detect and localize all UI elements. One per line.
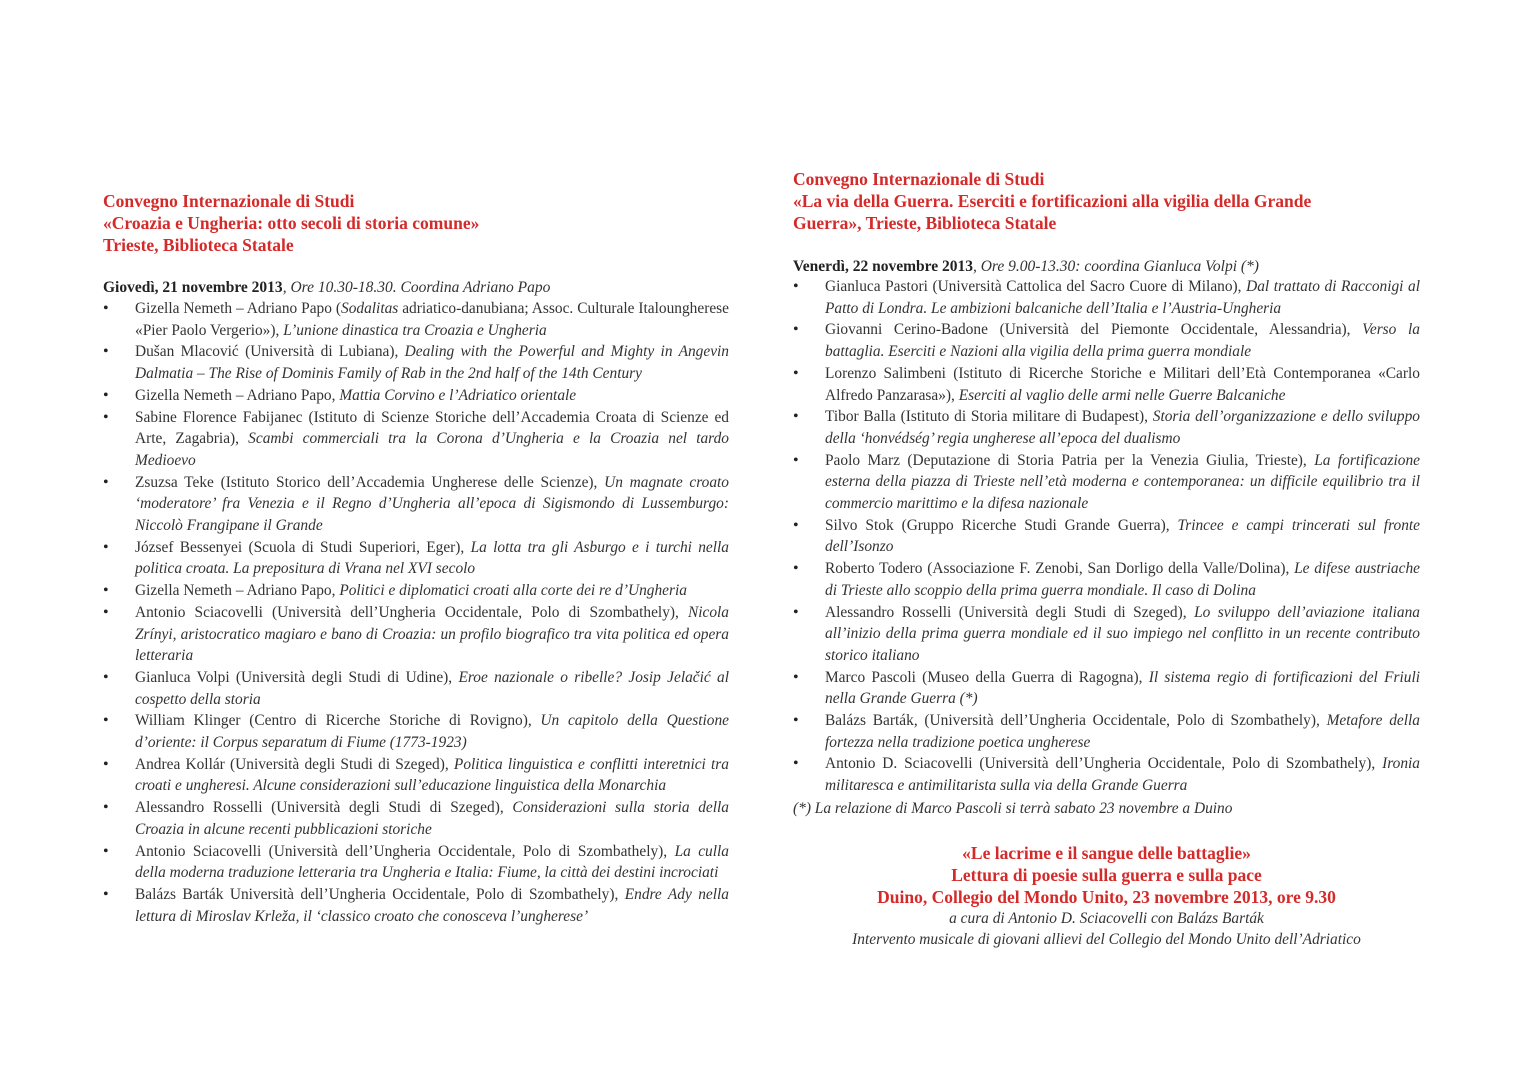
bullet: • bbox=[103, 473, 109, 491]
talk-author: Roberto Todero (Associazione F. Zenobi, San Dorligo della Valle/Dolina), bbox=[825, 560, 1295, 578]
bullet: • bbox=[793, 278, 799, 295]
bullet: • bbox=[103, 885, 109, 903]
bullet: • bbox=[103, 300, 109, 317]
session-time: , Ore 10.30-18.30. Coordina Adriano Papo bbox=[282, 279, 551, 296]
talk-item bbox=[103, 385, 729, 407]
talk-item bbox=[793, 406, 1420, 449]
talk-item bbox=[103, 667, 729, 710]
bullet: • bbox=[103, 408, 109, 426]
event-line: «Le lacrime e il sangue delle battaglie» bbox=[962, 843, 1251, 863]
talk-item bbox=[793, 363, 1420, 406]
talk-author: Alessandro Rosselli (Università degli Studi di Szeged), bbox=[825, 603, 1195, 621]
talk-title: Dal trattato di Racconigi al Patto di Londra. Le ambizioni balcaniche dell’Italia e l’Austria-Ungheria bbox=[825, 278, 1420, 317]
talk-item bbox=[793, 450, 1420, 515]
talk-item bbox=[793, 276, 1420, 319]
left-session-line bbox=[103, 277, 729, 298]
event-credit: a cura di Antonio D. Sciacovelli con Balázs Barták bbox=[949, 910, 1264, 927]
right-session-line bbox=[793, 256, 1420, 277]
talk-author: Antonio Sciacovelli (Università dell’Ungheria Occidentale, Polo di Szombathely), bbox=[135, 842, 675, 860]
bullet: • bbox=[793, 364, 799, 382]
bullet: • bbox=[103, 343, 109, 361]
talk-item bbox=[103, 841, 729, 884]
session-time: , Ore 9.00-13.30: coordina Gianluca Volpi (*) bbox=[972, 258, 1259, 275]
heading-line: Convegno Internazionale di Studi bbox=[793, 169, 1045, 189]
talk-title: Un capitolo della Questione d’oriente: il Corpus separatum di Fiume (1773-1923) bbox=[135, 712, 729, 752]
talk-author: Paolo Marz (Deputazione di Storia Patria per la Venezia Giulia, Trieste), bbox=[825, 451, 1315, 469]
left-talk-list bbox=[103, 298, 729, 927]
talk-author: Antonio D. Sciacovelli (Università dell’Ungheria Occidentale, Polo di Szombathely), bbox=[825, 755, 1383, 773]
talk-title: L’unione dinastica tra Croazia e Ungheria bbox=[283, 321, 547, 339]
talk-author: Marco Pascoli (Museo della Guerra di Ragogna), bbox=[825, 668, 1149, 686]
bullet: • bbox=[793, 712, 799, 730]
bullet: • bbox=[793, 451, 799, 469]
talk-title: Eserciti al vaglio delle armi nelle Guerre Balcaniche bbox=[958, 386, 1286, 404]
talk-title: Lo sviluppo dell’aviazione italiana all’inizio della prima guerra mondiale ed il suo impiego nel conflitto in un recente contributo storico italiano bbox=[825, 603, 1420, 664]
talk-author: Balázs Barták Università dell’Ungheria Occidentale, Polo di Szombathely), bbox=[135, 885, 625, 903]
talk-title: Politica linguistica e conflitti interetnici tra croati e ungheresi. Alcune considerazioni sull’educazione linguistica della Monarchia bbox=[135, 755, 729, 795]
heading-line: Convegno Internazionale di Studi bbox=[103, 191, 355, 211]
talk-item bbox=[103, 754, 729, 797]
talk-author: Andrea Kollár (Università degli Studi di Szeged), bbox=[135, 755, 454, 773]
bullet: • bbox=[793, 668, 799, 686]
talk-title: Trincee e campi trincerati sul fronte dell’Isonzo bbox=[825, 516, 1420, 556]
talk-title: Mattia Corvino e l’Adriatico orientale bbox=[339, 386, 577, 404]
bullet: • bbox=[793, 603, 799, 621]
bullet: • bbox=[103, 712, 109, 730]
talk-title: Scambi commerciali tra la Corona d’Ungheria e la Croazia nel tardo Medioevo bbox=[135, 430, 729, 469]
bullet: • bbox=[793, 516, 799, 534]
talk-author: József Bessenyei (Scuola di Studi Superiori, Eger), bbox=[135, 538, 471, 556]
talk-title: Metafore della fortezza nella tradizione poetica ungherese bbox=[825, 712, 1420, 751]
talk-title: Dealing with the Powerful and Mighty in Angevin Dalmatia – The Rise of Dominis Family of Rab in the 2nd half of the 14th Century bbox=[135, 343, 729, 383]
talk-item bbox=[103, 580, 729, 602]
talk-author: Silvo Stok (Gruppo Ricerche Studi Grande Guerra), bbox=[825, 516, 1178, 534]
talk-title: Considerazioni sulla storia della Croazia in alcune recenti pubblicazioni storiche bbox=[135, 799, 729, 838]
talk-author: Balázs Barták, (Università dell’Ungheria Occidentale, Polo di Szombathely), bbox=[825, 712, 1327, 730]
talk-title: Eroe nazionale o ribelle? Josip Jelačić al cospetto della storia bbox=[135, 668, 729, 708]
talk-author: Alessandro Rosselli (Università degli Studi di Szeged), bbox=[135, 799, 513, 817]
talk-item bbox=[793, 558, 1420, 601]
talk-item bbox=[103, 884, 729, 927]
talk-author: Gianluca Pastori (Università Cattolica del Sacro Cuore di Milano), bbox=[825, 278, 1247, 295]
talk-item bbox=[103, 341, 729, 384]
talk-title: Le difese austriache di Trieste allo scoppio della prima guerra mondiale. Il caso di Dolina bbox=[825, 560, 1420, 599]
left-conference-heading bbox=[103, 190, 729, 256]
talk-author: Tibor Balla (Istituto di Storia militare di Budapest), bbox=[825, 408, 1153, 426]
talk-item bbox=[103, 710, 729, 753]
talk-author: Gizella Nemeth – Adriano Papo, bbox=[135, 386, 340, 404]
right-talk-list bbox=[793, 276, 1420, 797]
bullet: • bbox=[103, 842, 109, 860]
bullet: • bbox=[103, 386, 109, 404]
session-date: Venerdì, 22 novembre 2013 bbox=[793, 258, 973, 275]
talk-title: La fortificazione esterna della piazza di Trieste nell’età moderna e contemporanea: un difficile equilibrio tra il commercio marittimo e la difesa nazionale bbox=[825, 451, 1420, 513]
bullet: • bbox=[793, 755, 799, 773]
talk-title: Sodalitas bbox=[341, 300, 399, 317]
talk-item bbox=[103, 602, 729, 667]
bullet: • bbox=[103, 538, 109, 556]
talk-author: Gizella Nemeth – Adriano Papo ( bbox=[135, 300, 341, 317]
talk-title: Storia dell’organizzazione e dello sviluppo della ‘honvédség’ regia ungherese all’epoca del dualismo bbox=[825, 408, 1421, 447]
talk-title: Verso la battaglia. Eserciti e Nazioni alla vigilia della prima guerra mondiale bbox=[825, 321, 1420, 361]
talk-author: Lorenzo Salimbeni (Istituto di Ricerche Storiche e Militari dell’Età Contemporanea «Carlo Alfredo Panzarasa»), bbox=[825, 364, 1420, 404]
talk-item bbox=[103, 472, 729, 537]
talk-author: Giovanni Cerino-Badone (Università del Piemonte Occidentale, Alessandria), bbox=[825, 321, 1363, 339]
right-conference-heading bbox=[793, 168, 1420, 234]
event-credit: Intervento musicale di giovani allievi del Collegio del Mondo Unito dell’Adriatico bbox=[852, 931, 1361, 948]
heading-line: «La via della Guerra. Eserciti e fortificazioni alla vigilia della Grande bbox=[793, 191, 1312, 211]
bullet: • bbox=[793, 560, 799, 578]
session-date: Giovedì, 21 novembre 2013 bbox=[103, 279, 283, 296]
talk-item bbox=[103, 797, 729, 840]
talk-item bbox=[103, 298, 729, 341]
bullet: • bbox=[103, 603, 109, 621]
talk-title: Ironia militaresca e antimilitarista sulla via della Grande Guerra bbox=[825, 755, 1420, 795]
talk-item bbox=[793, 515, 1420, 558]
talk-title: Un magnate croato ‘moderatore’ fra Venezia e il Regno d’Ungheria all’epoca di Sigismondo di Lussemburgo: Niccolò Frangipane il Grande bbox=[135, 473, 729, 535]
talk-item bbox=[103, 537, 729, 580]
talk-item bbox=[103, 407, 729, 472]
talk-title: La lotta tra gli Asburgo e i turchi nella politica croata. La prepositura di Vrana nel XVI secolo bbox=[135, 538, 729, 578]
talk-author: William Klinger (Centro di Ricerche Storiche di Rovigno), bbox=[135, 712, 541, 730]
bullet: • bbox=[793, 321, 799, 339]
talk-author: Sabine Florence Fabijanec (Istituto di Scienze Storiche dell’Accademia Croata di Scienze ed Arte, Zagabria), bbox=[135, 408, 729, 448]
heading-line: Guerra», Trieste, Biblioteca Statale bbox=[793, 213, 1057, 233]
event-line: Duino, Collegio del Mondo Unito, 23 novembre 2013, ore 9.30 bbox=[877, 887, 1336, 907]
talk-item bbox=[793, 319, 1420, 362]
talk-author: Zsuzsa Teke (Istituto Storico dell’Accademia Ungherese delle Scienze), bbox=[135, 473, 605, 491]
talk-author: Antonio Sciacovelli (Università dell’Ungheria Occidentale, Polo di Szombathely), bbox=[135, 603, 688, 621]
bullet: • bbox=[793, 408, 799, 426]
talk-title: Politici e diplomatici croati alla corte dei re d’Ungheria bbox=[339, 582, 687, 600]
talk-title: Nicola Zrínyi, aristocratico magiaro e bano di Croazia: un profilo biografico tra vita politica ed opera letteraria bbox=[135, 603, 729, 665]
talk-author: Dušan Mlacović (Università di Lubiana), bbox=[135, 343, 405, 361]
reading-event bbox=[793, 842, 1420, 950]
bullet: • bbox=[103, 668, 109, 686]
footnote: (*) La relazione di Marco Pascoli si terrà sabato 23 novembre a Duino bbox=[793, 800, 1233, 817]
heading-line: «Croazia e Ungheria: otto secoli di storia comune» bbox=[103, 213, 480, 233]
talk-title: La culla della moderna traduzione letteraria tra Ungheria e Italia: Fiume, la città dei destini incrociati bbox=[135, 842, 729, 882]
talk-title: Endre Ady nella lettura di Miroslav Krleža, il ‘classico croato che conosceva l’ungherese’ bbox=[135, 885, 729, 925]
talk-title: Il sistema regio di fortificazioni del Friuli nella Grande Guerra (*) bbox=[825, 668, 1420, 708]
bullet: • bbox=[103, 755, 109, 773]
talk-item bbox=[793, 667, 1420, 710]
talk-author: adriatico-danubiana; Assoc. Culturale Italoungherese «Pier Paolo Vergerio»), bbox=[135, 300, 729, 339]
talk-item bbox=[793, 602, 1420, 667]
talk-item bbox=[793, 753, 1420, 796]
talk-item bbox=[793, 710, 1420, 753]
talk-author: Gianluca Volpi (Università degli Studi di Udine), bbox=[135, 668, 459, 686]
event-line: Lettura di poesie sulla guerra e sulla pace bbox=[951, 865, 1262, 885]
bullet: • bbox=[103, 799, 109, 817]
heading-line: Trieste, Biblioteca Statale bbox=[103, 235, 294, 255]
bullet: • bbox=[103, 582, 109, 600]
talk-author: Gizella Nemeth – Adriano Papo, bbox=[135, 582, 340, 600]
